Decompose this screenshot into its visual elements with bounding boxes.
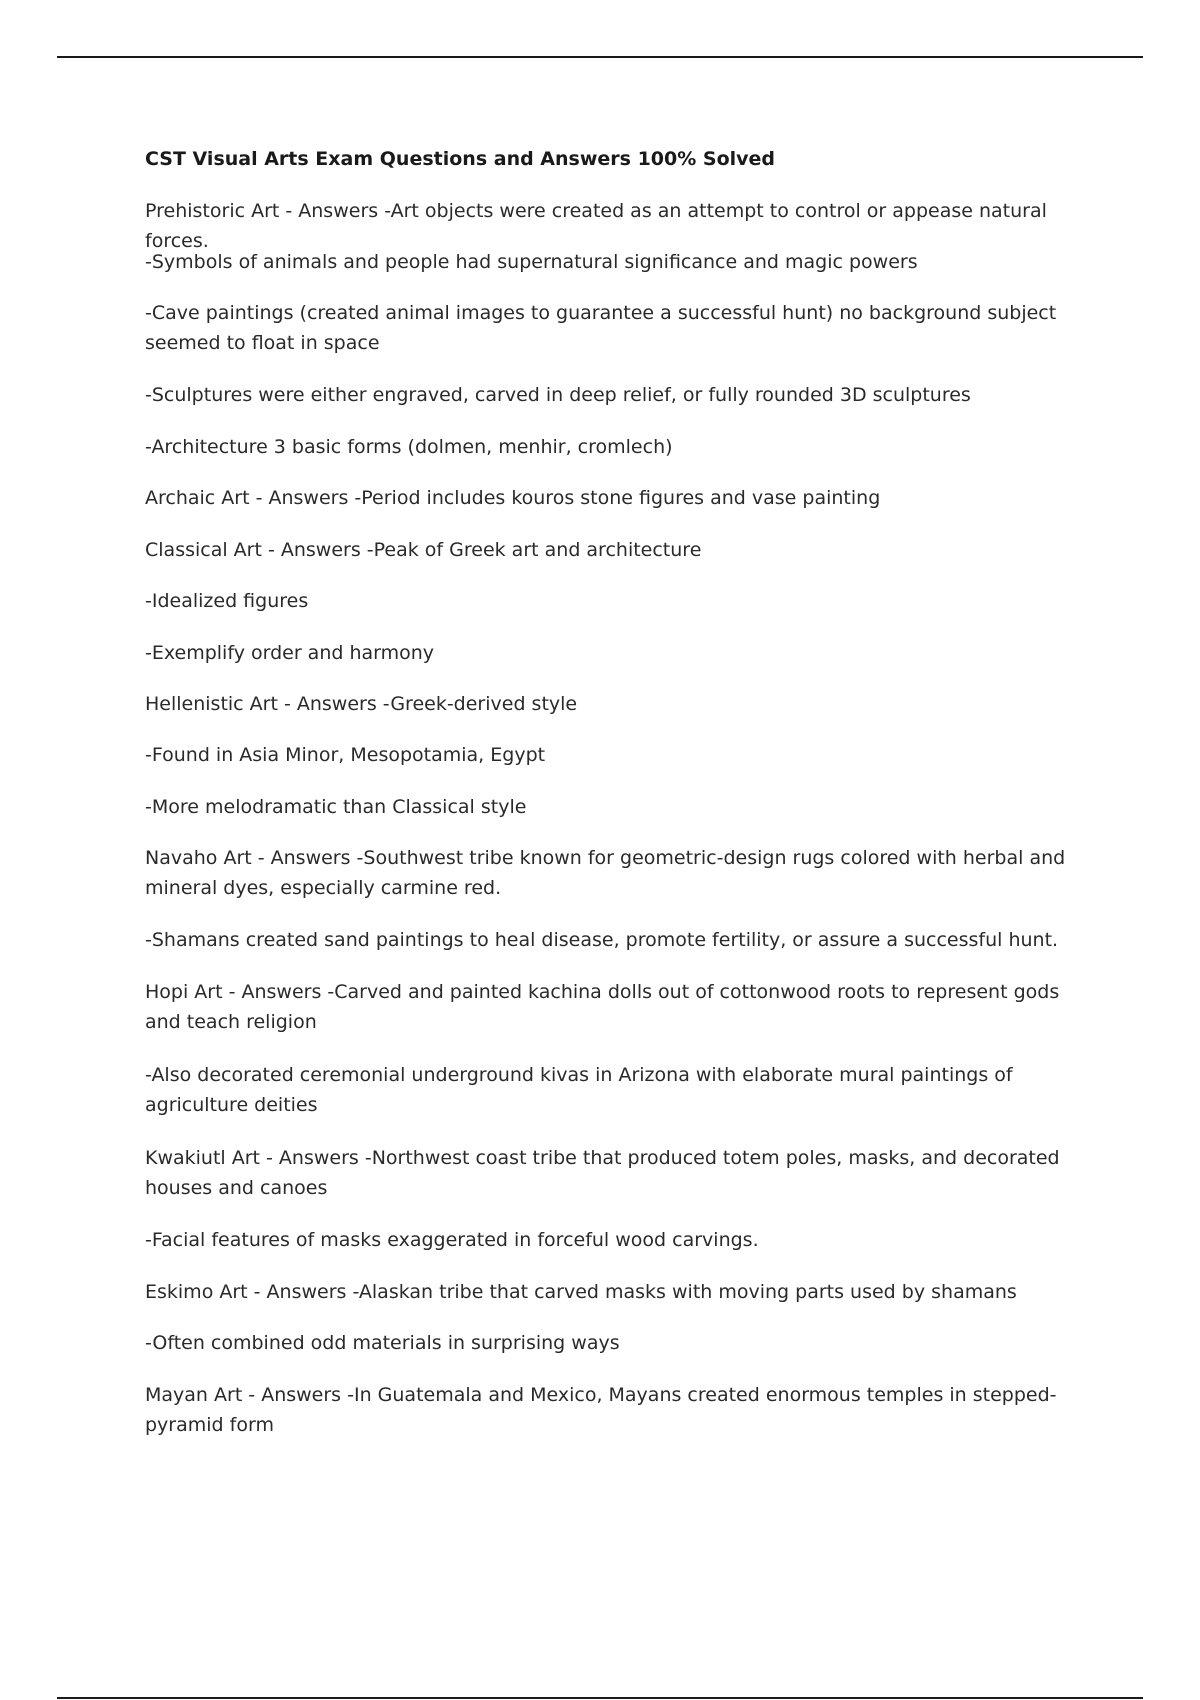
paragraph-shamans-sand: -Shamans created sand paintings to heal disease, promote fertility, or assure a successful hunt. — [145, 929, 1059, 951]
paragraph-odd-materials: -Often combined odd materials in surprising ways — [145, 1332, 620, 1354]
paragraph-prehistoric-art: Prehistoric Art - Answers -Art objects were created as an attempt to control or appease natural forces. — [145, 200, 1047, 252]
paragraph-kwakiutl-art: Kwakiutl Art - Answers -Northwest coast tribe that produced totem poles, masks, and decorated houses and canoes — [145, 1147, 1060, 1199]
paragraph-eskimo-art: Eskimo Art - Answers -Alaskan tribe that carved masks with moving parts used by shamans — [145, 1281, 1017, 1303]
paragraph-mayan-art: Mayan Art - Answers -In Guatemala and Mexico, Mayans created enormous temples in stepped-pyramid form — [145, 1384, 1057, 1436]
bottom-rule — [57, 1697, 1143, 1699]
paragraph-facial-features: -Facial features of masks exaggerated in forceful wood carvings. — [145, 1229, 759, 1251]
paragraph-asia-minor: -Found in Asia Minor, Mesopotamia, Egypt — [145, 744, 546, 766]
paragraph-symbols: -Symbols of animals and people had supernatural significance and magic powers — [145, 251, 918, 273]
paragraph-kivas: -Also decorated ceremonial underground kivas in Arizona with elaborate mural paintings of agriculture deities — [145, 1064, 1013, 1116]
paragraph-classical-art: Classical Art - Answers -Peak of Greek art and architecture — [145, 539, 702, 561]
paragraph-archaic-art: Archaic Art - Answers -Period includes kouros stone figures and vase painting — [145, 487, 881, 509]
paragraph-cave-paintings: -Cave paintings (created animal images to guarantee a successful hunt) no background subject seemed to float in space — [145, 302, 1057, 354]
paragraph-architecture: -Architecture 3 basic forms (dolmen, menhir, cromlech) — [145, 436, 673, 458]
paragraph-hellenistic-art: Hellenistic Art - Answers -Greek-derived style — [145, 693, 578, 715]
paragraph-navaho-art: Navaho Art - Answers -Southwest tribe known for geometric-design rugs colored with herbal and mineral dyes, especially carmine red. — [145, 847, 1066, 899]
document-title: CST Visual Arts Exam Questions and Answers 100% Solved — [145, 148, 776, 170]
paragraph-sculptures: -Sculptures were either engraved, carved in deep relief, or fully rounded 3D sculptures — [145, 384, 971, 406]
paragraph-order-harmony: -Exemplify order and harmony — [145, 642, 435, 664]
paragraph-hopi-art: Hopi Art - Answers -Carved and painted kachina dolls out of cottonwood roots to represent gods and teach religion — [145, 981, 1060, 1033]
paragraph-melodramatic: -More melodramatic than Classical style — [145, 796, 527, 818]
paragraph-idealized-figures: -Idealized figures — [145, 590, 309, 612]
top-rule — [57, 56, 1143, 58]
